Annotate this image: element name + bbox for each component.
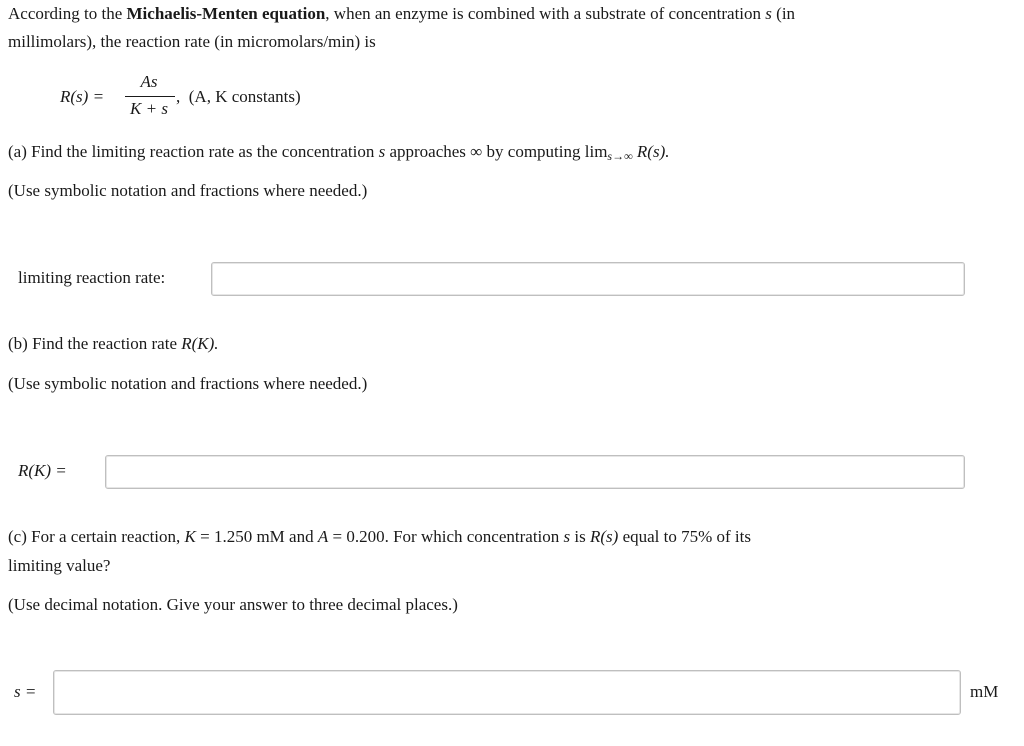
part-b-label-text: R(K) = (18, 461, 67, 480)
limit-subscript: s→∞ (607, 149, 633, 163)
part-a-instruction: (Use symbolic notation and fractions where needed.) (8, 181, 368, 200)
part-c-label (14, 682, 36, 702)
limiting-rate-answer-box (211, 262, 965, 296)
r-of-k-input[interactable] (106, 456, 964, 488)
part-c-instruction: (Use decimal notation. Give your answer to three decimal places.) (8, 595, 458, 614)
intro-line-1 (8, 0, 795, 28)
formula-comma: , (176, 87, 181, 106)
part-b-question (8, 334, 219, 354)
intro-text: According to the (8, 4, 127, 23)
concentration-answer-box (53, 670, 961, 715)
part-c-label-text: s = (14, 682, 37, 701)
part-b-instruction: (Use symbolic notation and fractions where needed.) (8, 374, 368, 393)
k-value: = 1.250 mM and (195, 527, 318, 546)
variable-s: s (378, 142, 386, 161)
intro-text: , when an enzyme is combined with a substrate of concentration (325, 4, 766, 23)
a-value: = 0.200. For which concentration (328, 527, 564, 546)
constant-k: K (184, 527, 196, 546)
part-c-text: equal to 75% of its (618, 527, 751, 546)
function-r-s: R(s) (589, 527, 619, 546)
part-a-question (8, 142, 669, 162)
equation-name: Michaelis-Menten equation (126, 4, 326, 23)
formula-fraction (117, 72, 181, 122)
constant-a: A (317, 527, 329, 546)
function-r-k: R(K). (181, 334, 219, 353)
part-b-text: (b) Find the reaction rate (8, 334, 182, 353)
part-b-label (18, 461, 67, 481)
part-a-label: limiting reaction rate: (18, 268, 166, 287)
fraction-denominator: K + s (130, 99, 168, 118)
function-r-s: R(s). (632, 142, 670, 161)
limit-operator: lim (584, 142, 608, 161)
formula-lhs (60, 87, 104, 107)
intro-line-2: millimolars), the reaction rate (in micromolars/min) is (8, 32, 376, 51)
variable-s: s (765, 4, 772, 23)
concentration-input[interactable] (54, 671, 960, 714)
unit-label-mm: mM (970, 682, 999, 701)
variable-s: s (563, 527, 571, 546)
formula-lhs-text: R(s) = (60, 87, 105, 106)
fraction-numerator: As (140, 72, 158, 91)
part-c-question-line-1 (8, 527, 751, 547)
part-c-text: (c) For a certain reaction, (8, 527, 185, 546)
intro-text: (in (771, 4, 796, 23)
part-c-text: is (570, 527, 590, 546)
formula-note (176, 87, 301, 107)
formula-constants-note: (A, K constants) (188, 87, 301, 106)
r-of-k-answer-box (105, 455, 965, 489)
part-c-question-line-2: limiting value? (8, 556, 111, 575)
part-a-text: (a) Find the limiting reaction rate as the concentration (8, 142, 379, 161)
part-a-text: approaches ∞ by computing (385, 142, 585, 161)
limiting-rate-input[interactable] (212, 263, 964, 295)
fraction-bar (125, 96, 175, 97)
